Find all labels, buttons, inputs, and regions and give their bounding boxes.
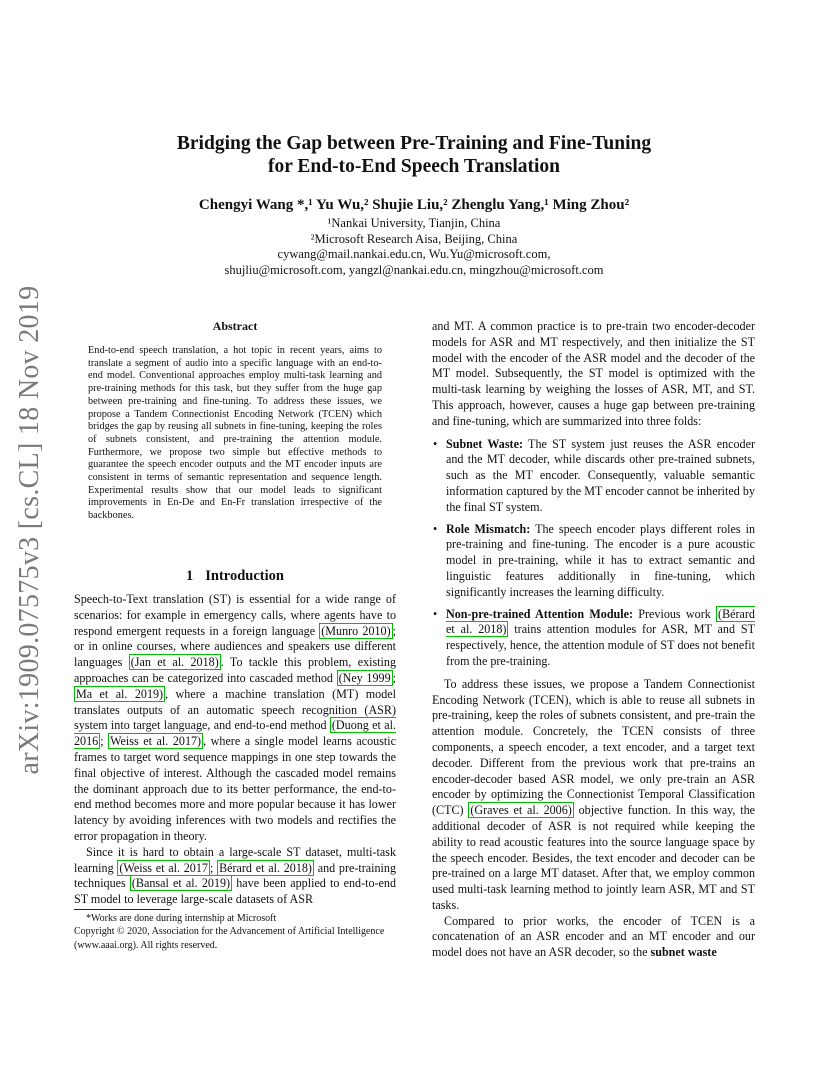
citation-link[interactable]: (Ney 1999 <box>338 670 391 685</box>
section-number: 1 <box>186 568 194 584</box>
author-list: Chengyi Wang *,¹ Yu Wu,² Shujie Liu,² Zhenglu Yang,¹ Ming Zhou² <box>198 197 630 213</box>
footnote-internship: *Works are done during internship at Microsoft <box>86 913 277 924</box>
section-title: Introduction <box>205 568 284 584</box>
citation-link[interactable]: Weiss et al. 2017) <box>110 734 202 749</box>
left-column-body <box>74 592 396 908</box>
citation-link[interactable]: (Munro 2010) <box>321 623 391 638</box>
right-paragraph-1: and MT. A common practice is to pre-train two encoder-decoder models for ASR and MT respectively, and then initialize the ST model with the encoder of the ASR model and the decoder of the MT model. Subsequently, the ST model is optimized with the multi-task learning by weighing the losses of ASR, MT, and ST. This approach, however, causes a huge gap between pre-training and fine-tuning, which are summarized into three folds: <box>432 319 755 428</box>
bullet-icon: • <box>433 606 438 621</box>
list-item: • Subnet Waste: The ST system just reuses the ASR encoder and the MT decoder, while discards other pre-trained subnets, such as the MT encoder. Consequently, valuable semantic information captured by the MT encoder cannot be inherited by the final ST system. <box>433 436 755 514</box>
author-emails-1: cywang@mail.nankai.edu.cn, Wu.Yu@microsoft.com, <box>277 247 551 262</box>
citation-link[interactable]: (Jan et al. 2018) <box>130 655 219 670</box>
copyright-notice: Copyright © 2020, Association for the Advancement of Artificial Intelligence (www.aaai.org). All rights reserved. <box>74 926 385 951</box>
citation-link[interactable]: (Weiss et al. 2017 <box>119 860 208 875</box>
citation-link[interactable]: (Bansal et al. 2019) <box>131 876 231 891</box>
right-column-body <box>432 319 755 961</box>
author-emails-2: shujliu@microsoft.com, yangzl@nankai.edu.cn, mingzhou@microsoft.com <box>224 262 604 277</box>
affiliation-1: ¹Nankai University, Tianjin, China <box>327 216 501 230</box>
abstract-heading: Abstract <box>212 319 258 333</box>
citation-link[interactable]: (Bérard et al. 2018) <box>446 606 755 637</box>
footnote-divider <box>74 909 170 910</box>
title-line-1: Bridging the Gap between Pre-Training and Fine-Tuning <box>176 133 652 154</box>
citation-link[interactable]: (Graves et al. 2006) <box>470 803 572 818</box>
intro-paragraph-1: Speech-to-Text translation (ST) is essential for a wide range of scenarios: for example in emergency calls, where agents have to respond emergent requests in a foreign language (Munro 2010) ; or in online courses, where audiences and speakers use different languages (Jan et al. 2018) . To tackle this problem, existing approaches can be categorized into cascaded method (Ney 1999 ; Ma et al. 2019) , where a machine translation (MT) model translates outputs of an automatic speech recognition (ASR) system into target language, and end-to-end method (Duong et al. 2016 ; Weiss et al. 2017) , where a single model learns acoustic frames to target word sequence mappings in one step towards the final objective of interest. Although the cascaded model remains the dominant approach due to its better performance, the end-to-end method becomes more and more popular because it has lower latency by avoiding inferences with two models and rectifies the error propagation in theory. <box>74 592 397 843</box>
abstract-text: End-to-end speech translation, a hot topic in recent years, aims to translate a segment of audio into a specific language with an end-to-end model. Conventional approaches employ multi-task learning and pre-training methods for this task, but they suffer from the huge gap between pre-training and fine-tuning. To address these issues, we propose a Tandem Connectionist Encoding Network (TCEN) which bridges the gap by reusing all subnets in fine-tuning, keeping the roles of subnets consistent, and pre-training the attention module. Furthermore, we propose two simple but effective methods to guarantee the speech encoder outputs and the MT encoder inputs are consistent in terms of semantic representation and sequence length. Experimental results show that our model leads to significant improvements in En-De and En-Fr translation irrespective of the backbones. <box>88 345 382 522</box>
citation-link[interactable]: Bérard et al. 2018) <box>219 860 312 875</box>
list-item: • Non-pre-trained Attention Module: Previous work (Bérard et al. 2018) trains attention modules for ASR, MT and ST respectively, hence, the attention module of ST does not benefit from the pre-training. <box>433 606 755 668</box>
title-line-2: for End-to-End Speech Translation <box>267 156 560 177</box>
gap-list <box>432 437 755 670</box>
footnote <box>74 912 396 952</box>
section-heading-introduction <box>74 568 396 585</box>
list-item: • Role Mismatch: The speech encoder plays different roles in pre-training and fine-tuning. The encoder is a pure acoustic model in pre-training, while it has to extract semantic and linguistic features additionally in fine-tuning, which significantly increases the learning difficulty. <box>433 521 755 599</box>
bullet-icon: • <box>433 521 438 536</box>
citation-link[interactable]: Ma et al. 2019) <box>76 686 164 701</box>
affiliation-2: ²Microsoft Research Aisa, Beijing, China <box>310 231 518 246</box>
affiliations <box>0 216 828 278</box>
citation-link[interactable]: (Duong et al. 2016 <box>74 718 396 749</box>
right-paragraph-3: Compared to prior works, the encoder of TCEN is a concatenation of an ASR encoder and an MT encoder and our model does not have an ASR decoder, so the subnet waste <box>432 913 755 960</box>
paper-title <box>0 132 828 178</box>
intro-paragraph-2: Since it is hard to obtain a large-scale ST dataset, multi-task learning (Weiss et al. 2017 ; Bérard et al. 2018) and pre-training techniques (Bansal et al. 2019) have been applied to end-to-end ST model to leverage large-scale datasets of ASR <box>74 844 397 907</box>
right-paragraph-2: To address these issues, we propose a Tandem Connectionist Encoding Network (TCEN), which is able to reuse all subnets in pre-training, keep the roles of subnets consistent, and pre-train the attention module. Concretely, the TCEN consists of three components, a speech encoder, a text encoder, and a target text decoder. Different from the previous work that pre-trains an encoder-decoder based ASR model, we only pre-train an ASR encoder by optimizing the Connectionist Temporal Classification (CTC) (Graves et al. 2006) objective function. In this way, the additional decoder of ASR is not required while keeping the ability to read acoustic features into the source language space by the speech encoder. Besides, the text encoder and decoder can be pre-trained on a large MT dataset. After that, we employ common used multi-task learning method to jointly learn ASR, MT and ST tasks. <box>432 676 756 912</box>
arxiv-identifier: arXiv:1909.07575v3 [cs.CL] 18 Nov 2019 <box>14 285 45 775</box>
bullet-icon: • <box>433 436 438 451</box>
